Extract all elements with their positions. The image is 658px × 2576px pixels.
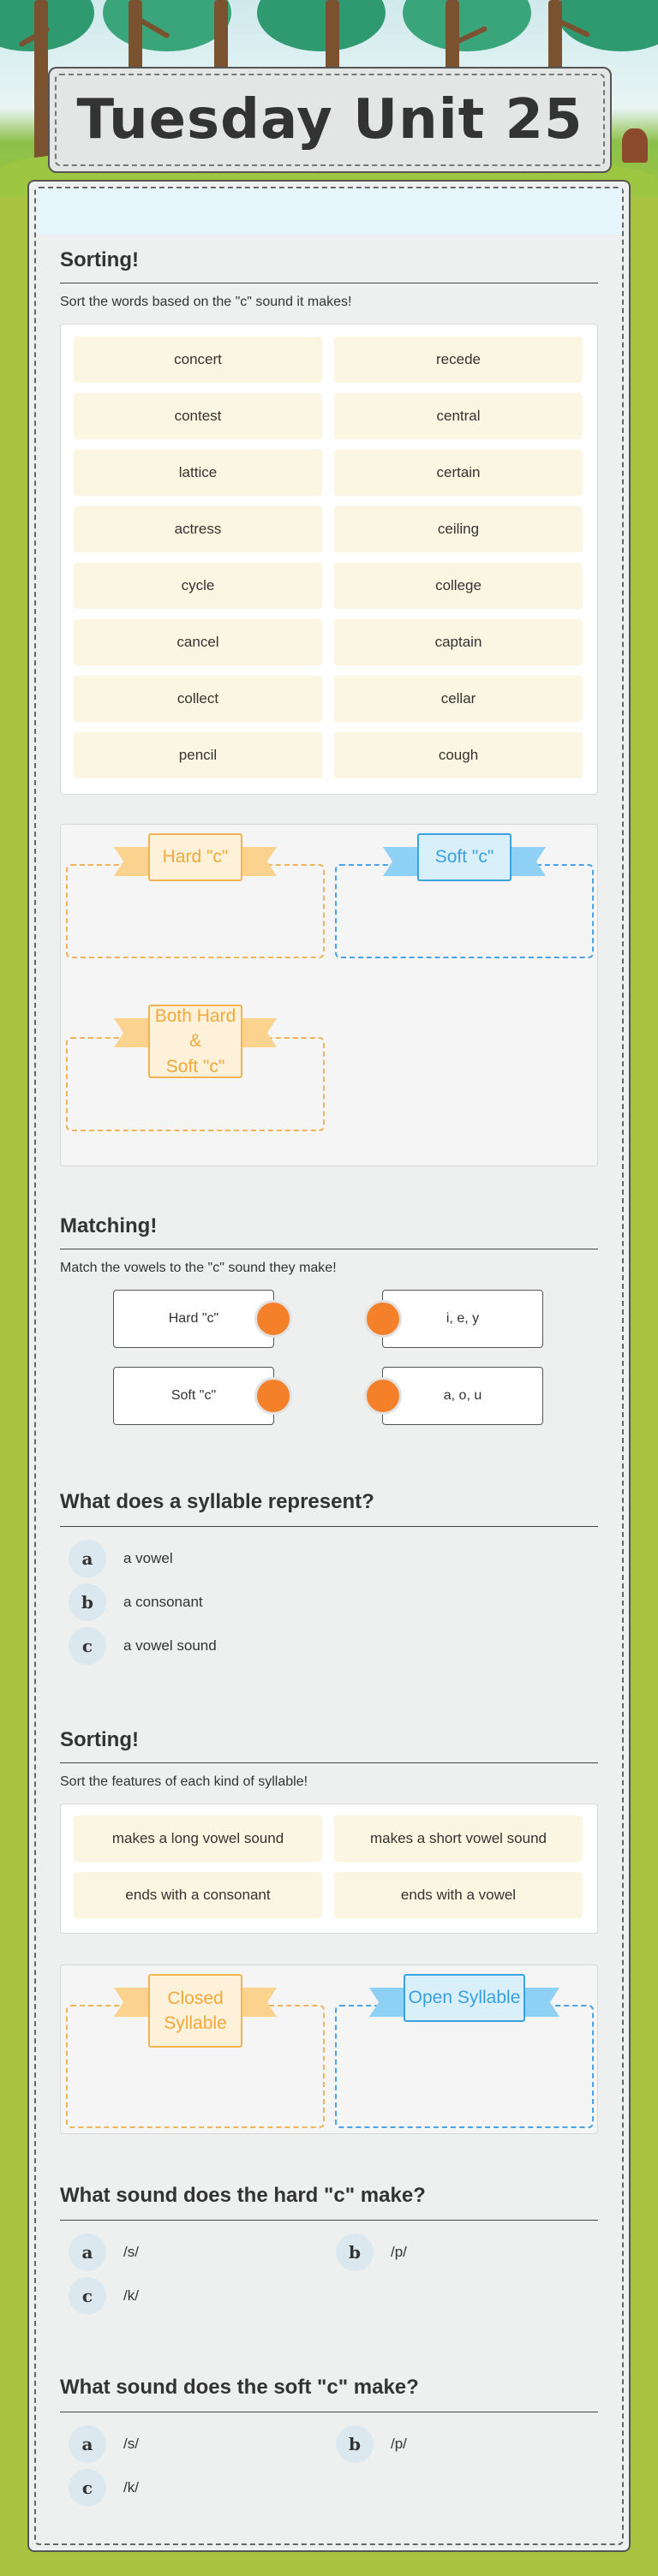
- draggable-word-tile[interactable]: lattice: [74, 450, 322, 496]
- option-letter-c[interactable]: c: [69, 1627, 106, 1665]
- draggable-word-tile[interactable]: college: [334, 563, 583, 609]
- question-title: What does a syllable represent?: [60, 1490, 374, 1513]
- option-letter-a[interactable]: a: [69, 2233, 106, 2271]
- section-divider: [60, 1762, 598, 1763]
- option-text[interactable]: a consonant: [123, 1594, 203, 1610]
- option-text[interactable]: /k/: [123, 2287, 139, 2304]
- label-closed-syllable: Closed Syllable: [114, 1974, 277, 2048]
- section-divider: [60, 2220, 598, 2221]
- match-item-i-e-y[interactable]: i, e, y: [382, 1290, 543, 1348]
- draggable-word-tile[interactable]: central: [334, 393, 583, 439]
- option-text[interactable]: /p/: [391, 2436, 407, 2452]
- label-open-syllable: Open Syllable: [369, 1974, 559, 2022]
- match-connector-dot[interactable]: [254, 1377, 292, 1415]
- section-title-sorting: Sorting!: [60, 248, 139, 271]
- label-both-hard-soft: Both Hard & Soft "c": [114, 1005, 277, 1078]
- match-item-hard-c[interactable]: Hard "c": [113, 1290, 274, 1348]
- match-connector-dot[interactable]: [254, 1300, 292, 1338]
- section-title-matching: Matching!: [60, 1214, 158, 1237]
- draggable-tile[interactable]: ends with a vowel: [334, 1872, 583, 1918]
- draggable-tile[interactable]: ends with a consonant: [74, 1872, 322, 1918]
- option-letter-c[interactable]: c: [69, 2277, 106, 2315]
- deer-illustration: [622, 128, 648, 163]
- option-letter-b[interactable]: b: [69, 1583, 106, 1621]
- tree-canopy: [403, 0, 531, 51]
- draggable-word-tile[interactable]: actress: [74, 506, 322, 552]
- question-title: What sound does the soft "c" make?: [60, 2376, 419, 2399]
- tree-canopy: [257, 0, 386, 51]
- option-text[interactable]: a vowel sound: [123, 1637, 217, 1654]
- instructions: Sort the features of each kind of syllable!: [60, 1774, 308, 1789]
- match-item-soft-c[interactable]: Soft "c": [113, 1367, 274, 1425]
- option-text[interactable]: /s/: [123, 2436, 139, 2452]
- match-connector-dot[interactable]: [364, 1300, 402, 1338]
- draggable-word-tile[interactable]: cellar: [334, 676, 583, 722]
- worksheet-top-band: [36, 188, 622, 235]
- draggable-tile[interactable]: makes a long vowel sound: [74, 1816, 322, 1862]
- draggable-word-tile[interactable]: cough: [334, 732, 583, 778]
- sorting-drop-area: [60, 824, 598, 1166]
- draggable-tile[interactable]: makes a short vowel sound: [334, 1816, 583, 1862]
- label-soft-c: Soft "c": [383, 833, 546, 881]
- instructions: Match the vowels to the "c" sound they make!: [60, 1261, 337, 1275]
- option-letter-c[interactable]: c: [69, 2469, 106, 2507]
- option-text[interactable]: /k/: [123, 2479, 139, 2496]
- instructions: Sort the words based on the "c" sound it makes!: [60, 295, 352, 309]
- section-title-sorting: Sorting!: [60, 1728, 139, 1751]
- draggable-word-tile[interactable]: concert: [74, 337, 322, 383]
- draggable-word-tile[interactable]: collect: [74, 676, 322, 722]
- draggable-word-tile[interactable]: certain: [334, 450, 583, 496]
- draggable-word-tile[interactable]: captain: [334, 619, 583, 665]
- match-connector-dot[interactable]: [364, 1377, 402, 1415]
- drop-zone-open-syllable[interactable]: [335, 2005, 594, 2128]
- draggable-word-tile[interactable]: contest: [74, 393, 322, 439]
- draggable-word-tile[interactable]: recede: [334, 337, 583, 383]
- question-title: What sound does the hard "c" make?: [60, 2184, 426, 2207]
- draggable-word-tile[interactable]: pencil: [74, 732, 322, 778]
- option-text[interactable]: a vowel: [123, 1550, 173, 1566]
- section-divider: [60, 1526, 598, 1527]
- option-letter-b[interactable]: b: [336, 2233, 374, 2271]
- label-hard-c: Hard "c": [114, 833, 277, 881]
- option-letter-b[interactable]: b: [336, 2425, 374, 2463]
- match-item-a-o-u[interactable]: a, o, u: [382, 1367, 543, 1425]
- draggable-word-tile[interactable]: cycle: [74, 563, 322, 609]
- syllable-drop-area: [60, 1965, 598, 2134]
- option-text[interactable]: /s/: [123, 2244, 139, 2260]
- option-letter-a[interactable]: a: [69, 2425, 106, 2463]
- title-card: [48, 67, 612, 173]
- page-title: Tuesday Unit 25: [76, 88, 583, 152]
- draggable-word-tile[interactable]: cancel: [74, 619, 322, 665]
- tree-canopy: [103, 0, 231, 51]
- option-letter-a[interactable]: a: [69, 1540, 106, 1577]
- draggable-word-tile[interactable]: ceiling: [334, 506, 583, 552]
- tree-trunk: [34, 0, 48, 171]
- option-text[interactable]: /p/: [391, 2244, 407, 2260]
